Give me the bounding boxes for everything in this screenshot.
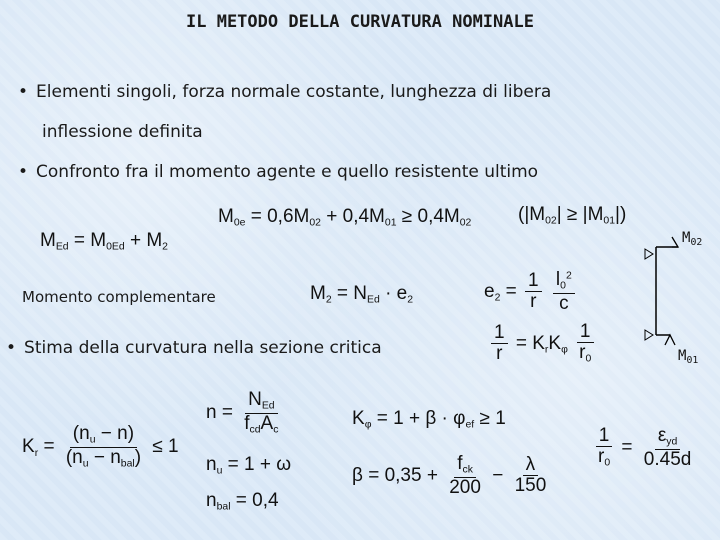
label-momento-complementare: Momento complementare (22, 288, 216, 306)
formula-m0e: $M_{0e} = 0,6M_{02} + 0,4M_{01} \ge 0,4M_{02}$ (218, 206, 472, 229)
top-support-icon (645, 249, 653, 259)
bullet-continuation: inflessione definita (42, 122, 203, 142)
formula-n: n = $\frac{N_{Ed}}{f_{cd}A_c}$ (206, 389, 279, 436)
bullet-marker: • (18, 162, 29, 182)
bullet-stima (6, 338, 382, 358)
bullet-elementi-singoli (18, 82, 551, 102)
formula-nbal: $n_{bal} = 0,4$ (206, 490, 279, 513)
label-m01: $M_{01}$ (678, 348, 699, 366)
m01-arrow-icon (665, 335, 675, 345)
m02-arrow-icon (672, 237, 678, 247)
moment-diagram (640, 225, 720, 365)
formula-curvature: $\frac{1}{r}$ = $K_rK_\varphi$ $\frac{1}{r_0}$ (488, 322, 597, 366)
label-m02: $M_{02}$ (682, 230, 703, 248)
page-title: IL METODO DELLA CURVATURA NOMINALE (186, 12, 534, 32)
bullet-confronto (18, 162, 538, 182)
formula-nu: $n_u = 1 + \omega$ (206, 454, 292, 477)
bullet-text: Confronto fra il momento agente e quello resistente ultimo (36, 162, 539, 182)
formula-e2: $e_2$ = $\frac{1}{r}$ $\frac{l_0^2}{c}$ (484, 270, 578, 314)
bullet-text: Elementi singoli, forza normale costante, lunghezza di libera (36, 82, 552, 102)
formula-abs-condition: $(|M_{02}| \ge |M_{01}|)$ (518, 204, 627, 227)
formula-med: $M_{Ed} = M_{0Ed} + M_2$ (40, 230, 168, 253)
bottom-support-icon (645, 330, 653, 340)
formula-r0: $\frac{1}{r_0}$ = $\frac{\varepsilon_{yd}}{0.45d}$ (592, 426, 697, 470)
formula-beta: β = 0,35 + $\frac{f_{ck}}{200}$ − $\frac{\lambda}{150}$ (352, 453, 547, 498)
bullet-text: Stima della curvatura nella sezione critica (24, 338, 382, 358)
formula-kphi: $K_\varphi = 1 + \beta \cdot \varphi_{ef} \ge 1$ (352, 408, 506, 431)
bullet-marker: • (6, 338, 17, 358)
formula-kr: $K_r$ = $\frac{(n_u - n)}{(n_u - n_{bal})}$ ≤ 1 (22, 423, 179, 470)
formula-m2: $M_2 = N_{Ed} \cdot e_2$ (310, 283, 414, 306)
bullet-marker: • (18, 82, 29, 102)
